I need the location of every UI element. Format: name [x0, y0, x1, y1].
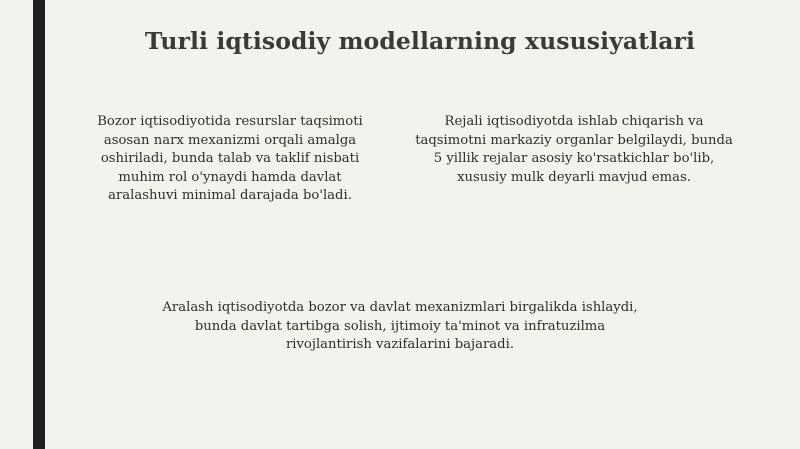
accent-bar [33, 0, 45, 449]
paragraph-market-economy: Bozor iqtisodiyotida resurslar taqsimoti asosan narx mexanizmi orqali amalga oshiriladi, bunda talab va taklif nisbati muhim rol o'ynaydi hamda davlat aralashuvi minimal darajada bo'ladi. [97, 114, 363, 203]
slide-title: Turli iqtisodiy modellarning xususiyatlari [144, 27, 696, 55]
paragraph-mixed-economy: Aralash iqtisodiyotda bozor va davlat mexanizmlari birgalikda ishlaydi, bunda davlat tartibga solish, ijtimoiy ta'minot va infratuzilma rivojlantirish vazifalarini bajaradi. [162, 300, 638, 352]
paragraph-planned-economy: Rejali iqtisodiyotda ishlab chiqarish va taqsimotni markaziy organlar belgilaydi, bunda 5 yillik rejalar asosiy ko'rsatkichlar bo'lib, xususiy mulk deyarli mavjud emas. [415, 114, 733, 185]
